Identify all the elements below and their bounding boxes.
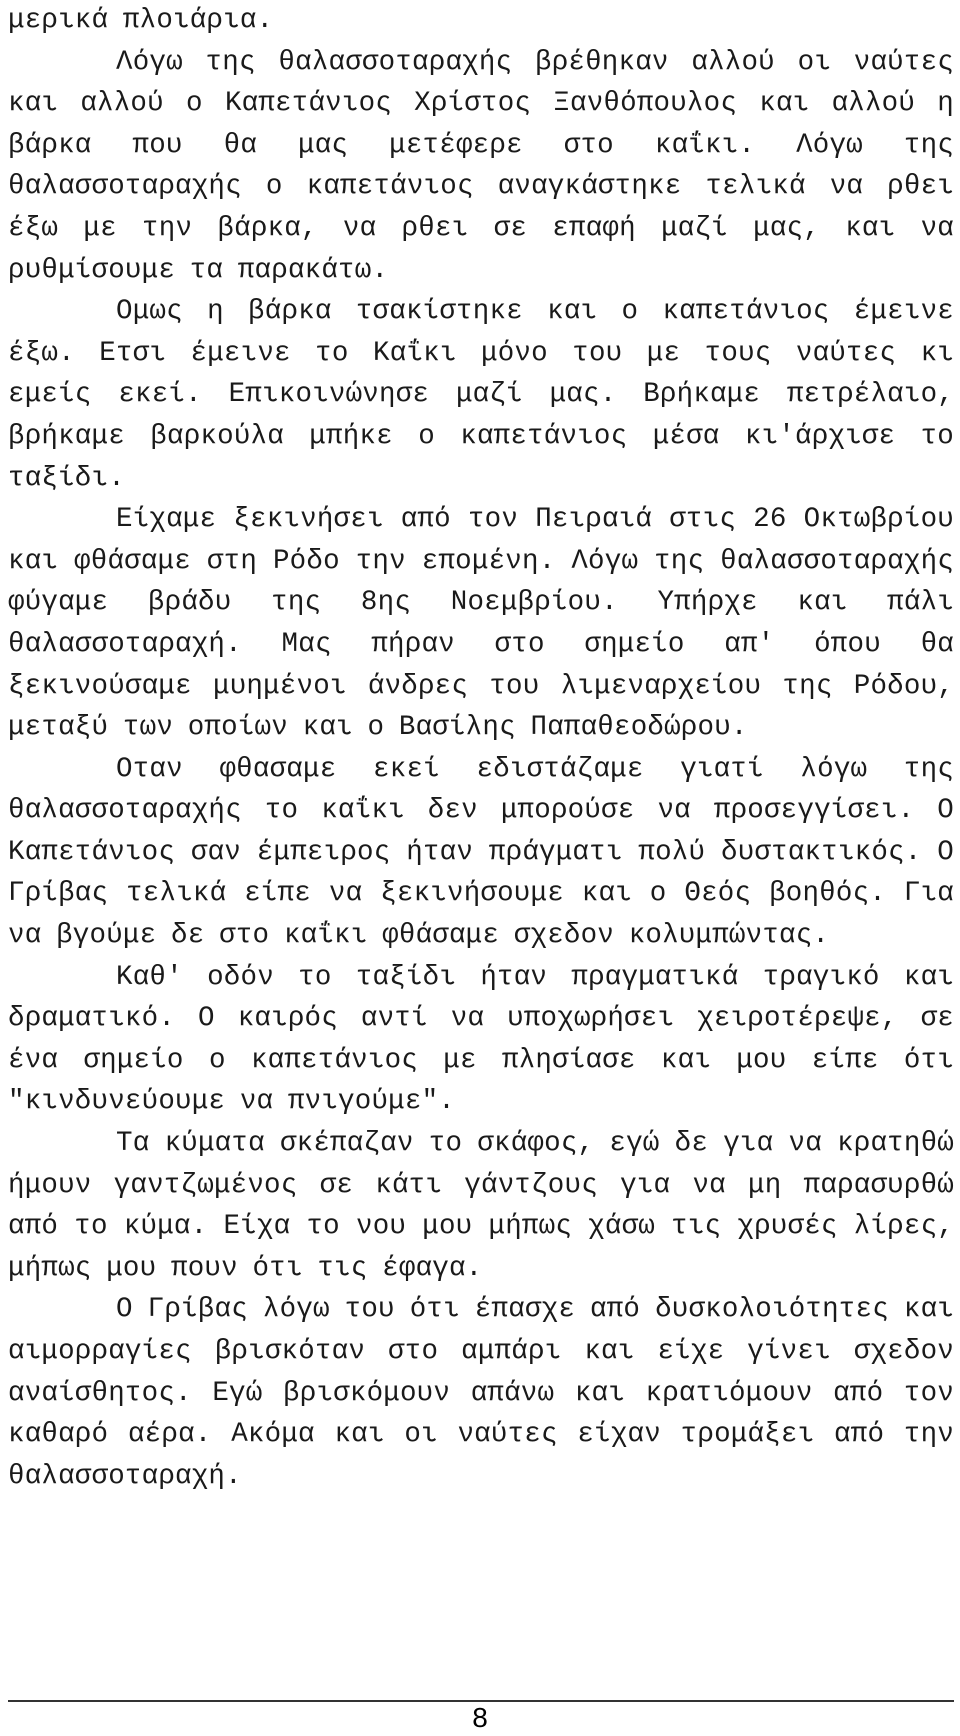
document-page — [8, 0, 954, 1497]
paragraph-5: Οταν φθασαμε εκεί εδιστάζαμε γιατί λόγω της θαλασσοταραχής το καΐκι δεν μπορούσε να προσεγγίσει. Ο Καπετάνιος σαν έμπειρος ήταν πράγματι πολύ δυστακτικός. Ο Γρίβας τελικά είπε να ξεκινήσουμε και ο Θεός βοηθός. Για να βγούμε δε στο καΐκι φθάσαμε σχεδον κολυμπώντας. — [8, 753, 954, 952]
page-number: 8 — [472, 1702, 488, 1733]
paragraph-6: Καθ' οδόν το ταξίδι ήταν πραγματικά τραγικό και δραματικό. Ο καιρός αντί να υποχωρήσει χειροτέρεψε, σε ένα σημείο ο καπετάνιος με πλησίασε και μου είπε ότι "κινδυνεύουμε να πνιγούμε". — [8, 961, 954, 1118]
paragraph-4: Είχαμε ξεκινήσει από τον Πειραιά στις 26 Οκτωβρίου και φθάσαμε στη Ρόδο την επομένη. Λόγω της θαλασσοταραχής φύγαμε βράδυ της 8ης Νοεμβρίου. Υπήρχε και πάλι θαλασσοταραχή. Μας πήραν στο σημείο απ' όπου θα ξεκινούσαμε μυημένοι άνδρες του λιμεναρχείου της Ρόδου, μεταξύ των οποίων και ο Βασίλης Παπαθεοδώρου. — [8, 504, 954, 744]
paragraph-1: μερικά πλοιάρια. — [8, 5, 274, 36]
paragraph-3: Ομως η βάρκα τσακίστηκε και ο καπετάνιος έμεινε έξω. Ετσι έμεινε το Καΐκι μόνο του με τους ναύτες κι εμείς εκεί. Επικοινώνησε μαζί μας. Βρήκαμε πετρέλαιο, βρήκαμε βαρκούλα μπήκε ο καπετάνιος μέσα κι'άρχισε το ταξίδι. — [8, 296, 954, 494]
paragraph-7: Τα κύματα σκέπαζαν το σκάφος, εγώ δε για να κρατηθώ ήμουν γαντζωμένος σε κάτι γάντζους για να μη παρασυρθώ από το κύμα. Είχα το νου μου μήπως χάσω τις χρυσές λίρες, μήπως μου πουν ότι τις έφαγα. — [8, 1128, 954, 1284]
paragraph-2: Λόγω της θαλασσοταραχής βρέθηκαν αλλού οι ναύτες και αλλού ο Καπετάνιος Χρίστος Ξανθόπουλος και αλλού η βάρκα που θα μας μετέφερε στο καΐκι. Λόγω της θαλασσοταραχής ο καπετάνιος αναγκάστηκε τελικά να ρθει έξω με την βάρκα, να ρθει σε επαφή μαζί μας, και να ρυθμίσουμε τα παρακάτω. — [8, 46, 954, 286]
paragraph-8: Ο Γρίβας λόγω του ότι έπασχε από δυσκολοιότητες και αιμορραγίες βρισκόταν στο αμπάρι και είχε γίνει σχεδον αναίσθητος. Εγώ βρισκόμουν απάνω και κρατιόμουν από τον καθαρό αέρα. Ακόμα και οι ναύτες είχαν τρομάξει από την θαλασσοταραχή. — [8, 1294, 954, 1492]
document-body — [8, 0, 954, 1497]
